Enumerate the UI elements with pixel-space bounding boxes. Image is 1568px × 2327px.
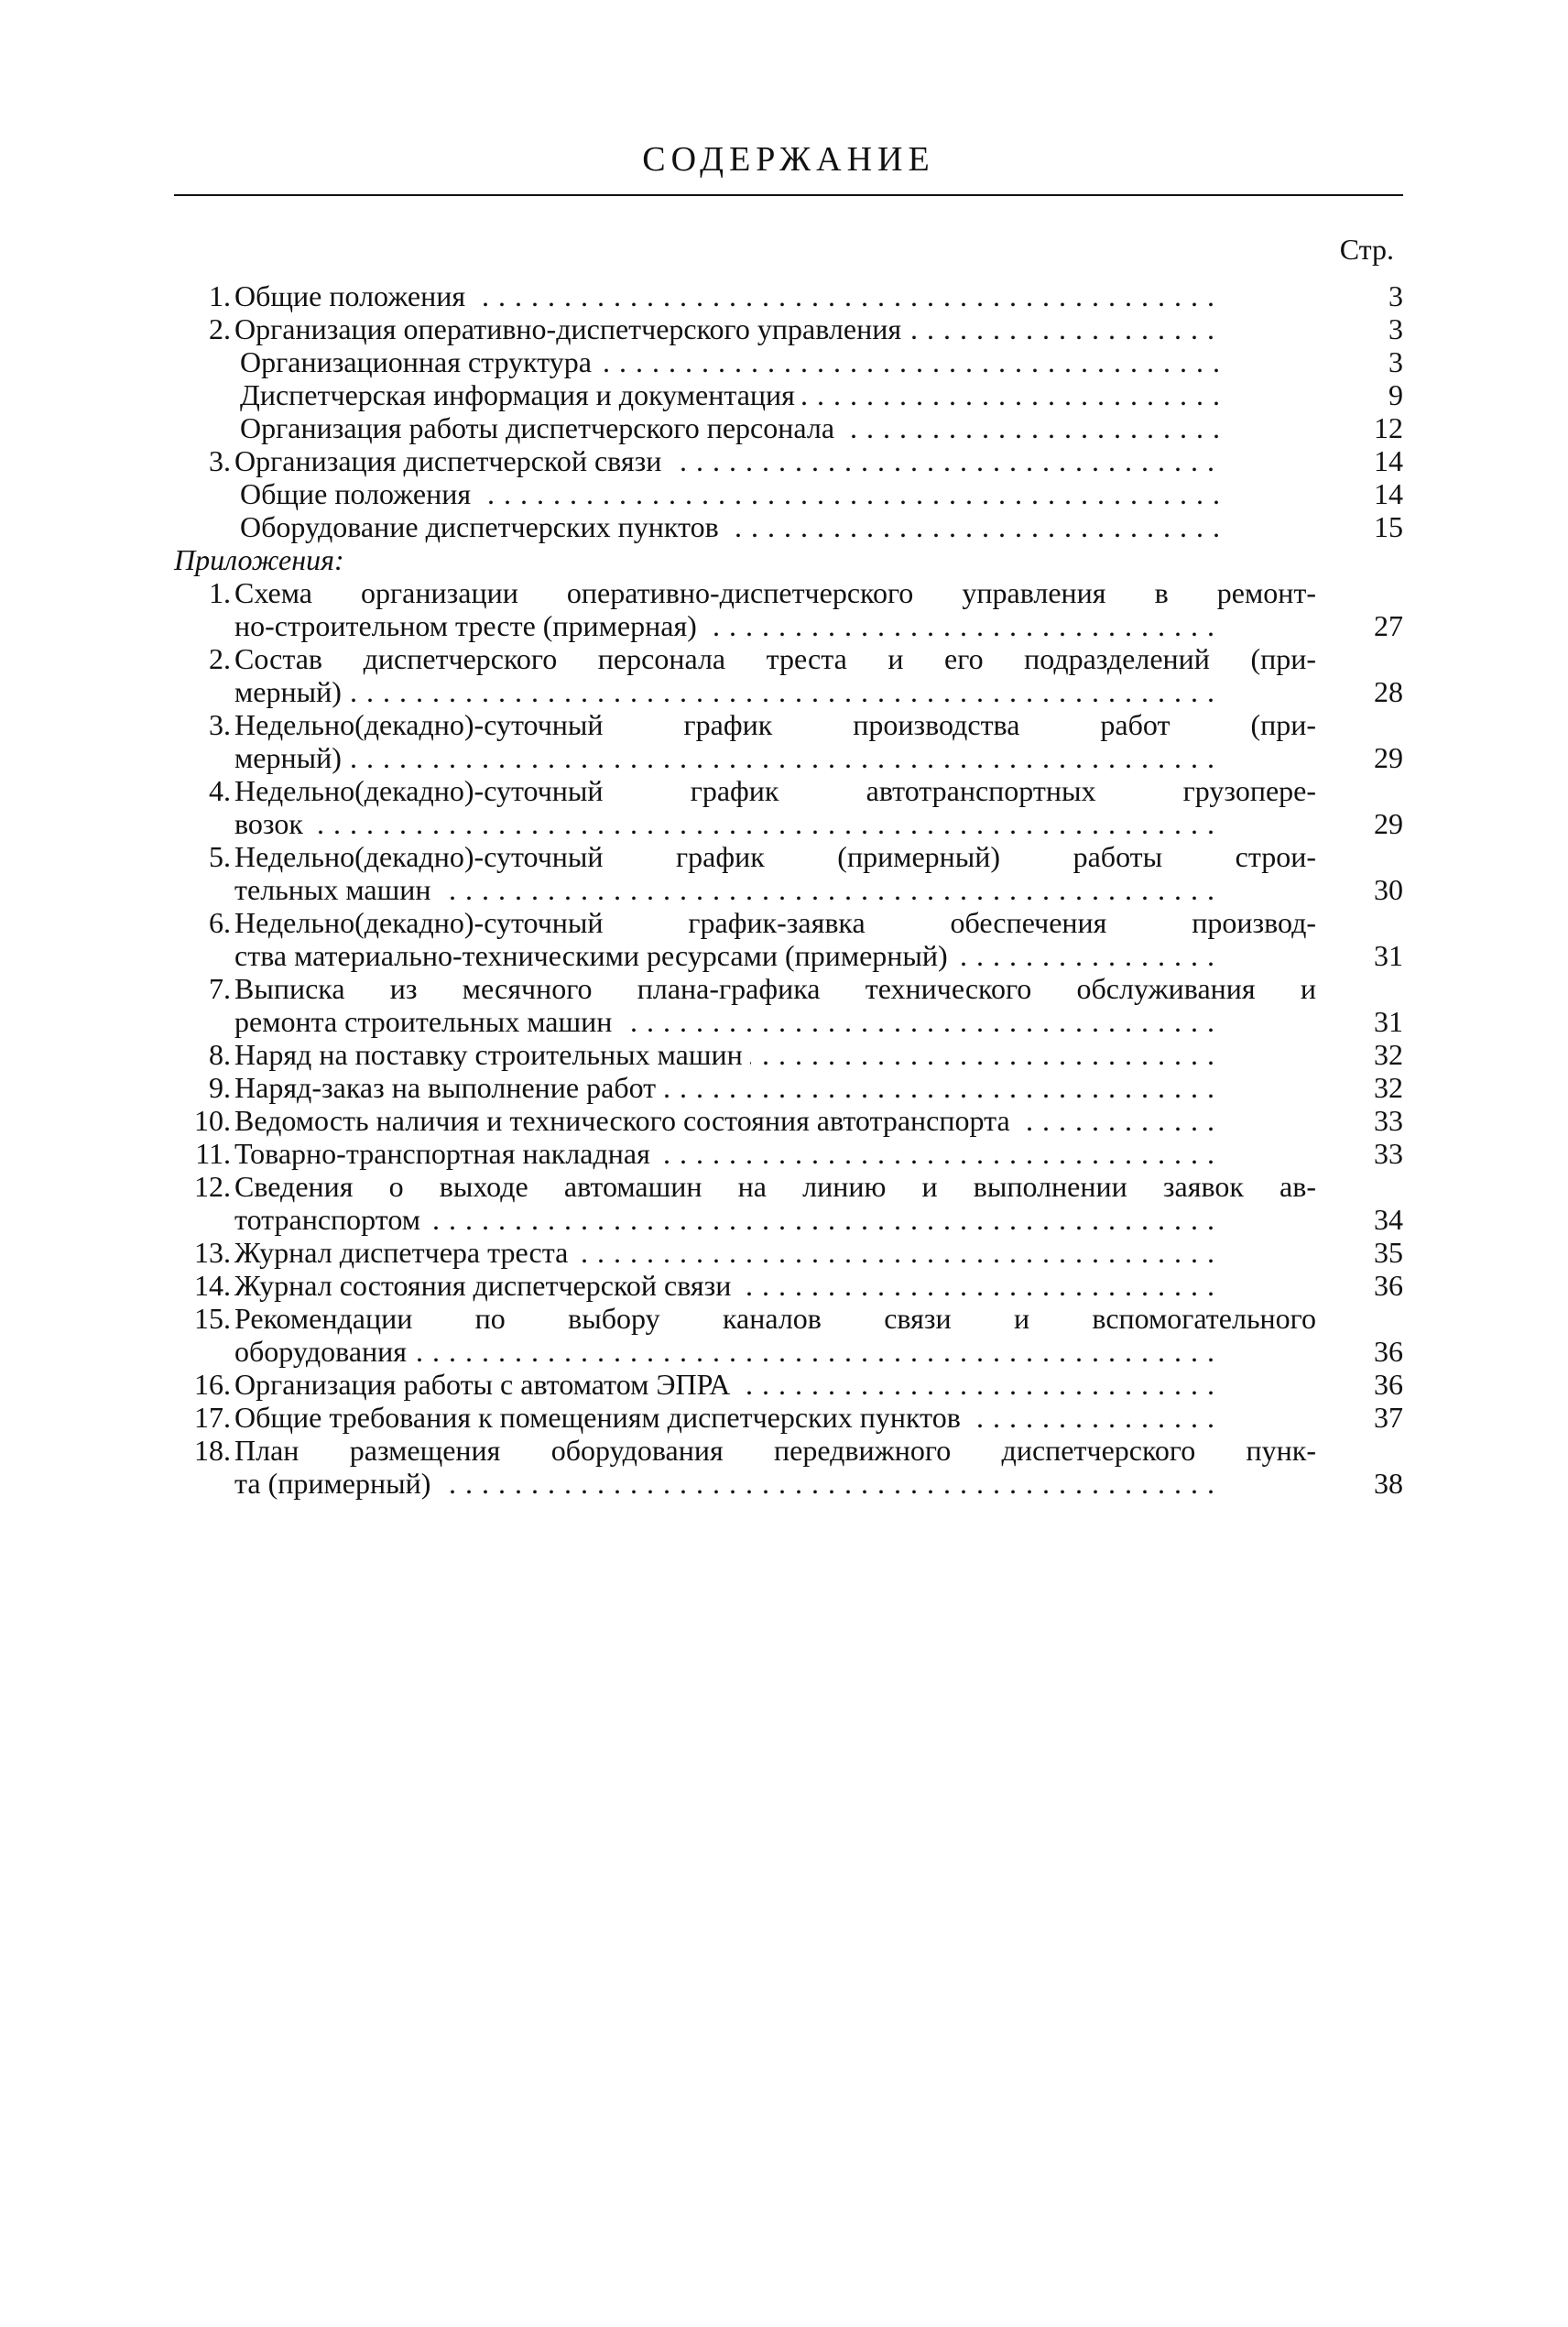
entry-title-text: Общие требования к помещениям диспетчерских пунктов <box>234 1401 968 1434</box>
entry-page-number: 33 <box>1374 1137 1403 1170</box>
toc-line <box>174 906 1403 939</box>
entry-number: 2. <box>209 312 231 345</box>
toc-entry[interactable] <box>174 1038 1403 1071</box>
entry-title: План размещения оборудования передвижного диспетчерского пунк- <box>234 1434 1316 1467</box>
toc-line <box>174 345 1403 378</box>
toc-line <box>174 741 1403 774</box>
entry-title <box>240 477 1316 510</box>
toc-entry[interactable] <box>174 345 1403 378</box>
entry-number: 1. <box>209 279 231 312</box>
entry-title <box>234 1236 1316 1269</box>
toc-line <box>174 1269 1403 1302</box>
entry-title: Схема организации оперативно-диспетчерского управления в ремонт- <box>234 576 1316 609</box>
entry-title <box>234 1104 1316 1137</box>
toc-line <box>174 1104 1403 1137</box>
toc-line <box>174 378 1403 411</box>
entry-title <box>240 378 1316 411</box>
entry-title-text: тельных машин <box>234 873 439 906</box>
entry-page-number: 27 <box>1374 609 1403 642</box>
toc-line <box>174 1203 1403 1236</box>
entry-page-number: 33 <box>1374 1104 1403 1137</box>
entry-page-number: 31 <box>1374 1005 1403 1038</box>
entry-title <box>234 1203 1316 1236</box>
entry-title <box>240 510 1316 543</box>
entry-page-number: 32 <box>1374 1038 1403 1071</box>
toc-entry[interactable] <box>174 972 1403 1038</box>
appendix-heading: Приложения: <box>174 543 344 576</box>
entry-number: 13. <box>194 1236 231 1269</box>
entry-title <box>234 1137 1316 1170</box>
toc-line <box>174 873 1403 906</box>
entry-number: 10. <box>194 1104 231 1137</box>
toc-entry[interactable] <box>174 1368 1403 1401</box>
entry-title-text: та (примерный) <box>234 1467 438 1500</box>
entry-title-text: Наряд на поставку строительных машин <box>234 1038 750 1071</box>
entry-page-number: 35 <box>1374 1236 1403 1269</box>
entry-page-number: 31 <box>1374 939 1403 972</box>
entry-title <box>240 411 1316 444</box>
entry-page-number: 38 <box>1374 1467 1403 1500</box>
toc-entry[interactable] <box>174 642 1403 708</box>
toc-entry[interactable] <box>174 576 1403 642</box>
entry-title <box>234 609 1316 642</box>
entry-title <box>234 444 1316 477</box>
entry-title <box>234 939 1316 972</box>
entry-page-number: 14 <box>1374 444 1403 477</box>
entry-title <box>234 1071 1316 1104</box>
entry-number: 8. <box>209 1038 231 1071</box>
toc-entry[interactable] <box>174 1236 1403 1269</box>
entry-title <box>234 1038 1316 1071</box>
toc-entry[interactable] <box>174 510 1403 543</box>
entry-title-text: Организационная структура <box>240 345 599 378</box>
entry-number: 15. <box>194 1302 231 1335</box>
toc-line <box>174 1467 1403 1500</box>
entry-title: Сведения о выходе автомашин на линию и выполнении заявок ав- <box>234 1170 1316 1203</box>
entry-title <box>234 1401 1316 1434</box>
entry-page-number: 29 <box>1374 807 1403 840</box>
entry-title-text: Журнал диспетчера треста <box>234 1236 575 1269</box>
entry-number: 3. <box>209 444 231 477</box>
entry-page-number: 32 <box>1374 1071 1403 1104</box>
entry-title-text: Журнал состояния диспетчерской связи <box>234 1269 738 1302</box>
entry-page-number: 9 <box>1388 378 1403 411</box>
entry-title-text: Оборудование диспетчерских пунктов <box>240 510 726 543</box>
toc-line <box>174 1434 1403 1467</box>
entry-number: 16. <box>194 1368 231 1401</box>
toc-line <box>174 312 1403 345</box>
toc-entry[interactable] <box>174 840 1403 906</box>
toc-line <box>174 576 1403 609</box>
toc-entry[interactable] <box>174 708 1403 774</box>
entry-title: Выписка из месячного плана-графика технического обслуживания и <box>234 972 1316 1005</box>
toc-entry[interactable] <box>174 1434 1403 1500</box>
entry-number: 17. <box>194 1401 231 1434</box>
entry-title-text: Организация работы с автоматом ЭПРА <box>234 1368 737 1401</box>
entry-title-text: мерный) <box>234 675 349 708</box>
entry-title-text: тотранспортом <box>234 1203 428 1236</box>
entry-title-text: Товарно-транспортная накладная <box>234 1137 658 1170</box>
entry-title-text: Диспетчерская информация и документация <box>240 378 802 411</box>
entry-number: 11. <box>195 1137 231 1170</box>
toc-line <box>174 708 1403 741</box>
entry-number: 18. <box>194 1434 231 1467</box>
toc-line <box>174 1335 1403 1368</box>
table-of-contents <box>174 279 1403 1500</box>
toc-entry[interactable] <box>174 1269 1403 1302</box>
toc-line <box>174 477 1403 510</box>
entry-title <box>234 741 1316 774</box>
toc-line <box>174 444 1403 477</box>
entry-title-text: ремонта строительных машин <box>234 1005 619 1038</box>
title-divider <box>174 194 1403 196</box>
entry-title <box>234 1005 1316 1038</box>
entry-title: Недельно(декадно)-суточный график-заявка обеспечения производ- <box>234 906 1316 939</box>
entry-title-text: Организация работы диспетчерского персонала <box>240 411 842 444</box>
toc-line <box>174 1038 1403 1071</box>
entry-page-number: 30 <box>1374 873 1403 906</box>
toc-entry[interactable] <box>174 1104 1403 1137</box>
entry-number: 9. <box>209 1071 231 1104</box>
entry-title-text: Ведомость наличия и технического состояния автотранспорта <box>234 1104 1018 1137</box>
toc-entry[interactable] <box>174 477 1403 510</box>
toc-line <box>174 411 1403 444</box>
entry-page-number: 36 <box>1374 1335 1403 1368</box>
entry-page-number: 3 <box>1388 279 1403 312</box>
toc-line <box>174 1401 1403 1434</box>
entry-title <box>234 279 1316 312</box>
entry-page-number: 3 <box>1388 312 1403 345</box>
entry-title: Недельно(декадно)-суточный график автотранспортных грузопере- <box>234 774 1316 807</box>
entry-number: 2. <box>209 642 231 675</box>
toc-line <box>174 1071 1403 1104</box>
toc-line <box>174 609 1403 642</box>
entry-title-text: Организация диспетчерской связи <box>234 444 669 477</box>
toc-line <box>174 1236 1403 1269</box>
toc-entry[interactable] <box>174 774 1403 840</box>
entry-title <box>234 1269 1316 1302</box>
entry-page-number: 12 <box>1374 411 1403 444</box>
entry-number: 12. <box>194 1170 231 1203</box>
toc-entry[interactable] <box>174 411 1403 444</box>
entry-title <box>234 1467 1316 1500</box>
toc-line <box>174 1302 1403 1335</box>
entry-page-number: 28 <box>1374 675 1403 708</box>
entry-title <box>234 1335 1316 1368</box>
toc-entry[interactable] <box>174 1170 1403 1236</box>
toc-entry[interactable] <box>174 906 1403 972</box>
entry-number: 4. <box>209 774 231 807</box>
toc-entry[interactable] <box>174 1137 1403 1170</box>
entry-title <box>234 675 1316 708</box>
entry-title-text: Общие положения <box>240 477 478 510</box>
entry-page-number: 34 <box>1374 1203 1403 1236</box>
entry-page-number: 14 <box>1374 477 1403 510</box>
toc-entry[interactable] <box>174 279 1403 312</box>
entry-page-number: 15 <box>1374 510 1403 543</box>
toc-line <box>174 1005 1403 1038</box>
entry-title-text: возок <box>234 807 310 840</box>
toc-line <box>174 1137 1403 1170</box>
toc-line <box>174 642 1403 675</box>
entry-title-text: Организация оперативно-диспетчерского управления <box>234 312 909 345</box>
toc-entry[interactable] <box>174 444 1403 477</box>
entry-title: Недельно(декадно)-суточный график (примерный) работы строи- <box>234 840 1316 873</box>
toc-line <box>174 675 1403 708</box>
entry-number: 1. <box>209 576 231 609</box>
entry-page-number: 37 <box>1374 1401 1403 1434</box>
toc-entry[interactable] <box>174 378 1403 411</box>
toc-line <box>174 939 1403 972</box>
page-title: СОДЕРЖАНИЕ <box>642 140 935 179</box>
toc-entry[interactable] <box>174 1071 1403 1104</box>
entry-page-number: 29 <box>1374 741 1403 774</box>
entry-title: Недельно(декадно)-суточный график производства работ (при- <box>234 708 1316 741</box>
entry-title <box>240 345 1316 378</box>
toc-line <box>174 840 1403 873</box>
toc-line <box>174 807 1403 840</box>
entry-title-text: мерный) <box>234 741 349 774</box>
entry-number: 3. <box>209 708 231 741</box>
entry-title <box>234 1368 1316 1401</box>
entry-number: 14. <box>194 1269 231 1302</box>
entry-page-number: 36 <box>1374 1269 1403 1302</box>
entry-number: 5. <box>209 840 231 873</box>
entry-number: 7. <box>209 972 231 1005</box>
entry-title: Рекомендации по выбору каналов связи и вспомогательного <box>234 1302 1316 1335</box>
entry-title-text: ства материально-техническими ресурсами (примерный) <box>234 939 955 972</box>
entry-title <box>234 312 1316 345</box>
entry-title <box>234 873 1316 906</box>
page-column-label: Стр. <box>1339 233 1394 266</box>
toc-line <box>174 1170 1403 1203</box>
entry-number: 6. <box>209 906 231 939</box>
entry-title-text: Общие положения <box>234 279 473 312</box>
toc-line <box>174 279 1403 312</box>
toc-entry[interactable] <box>174 1302 1403 1368</box>
entry-title: Состав диспетчерского персонала треста и его подразделений (при- <box>234 642 1316 675</box>
entry-page-number: 36 <box>1374 1368 1403 1401</box>
toc-line <box>174 972 1403 1005</box>
entry-title-text: но-строительном тресте (примерная) <box>234 609 704 642</box>
toc-entry[interactable] <box>174 312 1403 345</box>
entry-page-number: 3 <box>1388 345 1403 378</box>
toc-line <box>174 510 1403 543</box>
entry-title <box>234 807 1316 840</box>
toc-line <box>174 1368 1403 1401</box>
toc-entry[interactable] <box>174 1401 1403 1434</box>
entry-title-text: Наряд-заказ на выполнение работ <box>234 1071 663 1104</box>
entry-title-text: оборудования <box>234 1335 414 1368</box>
toc-line <box>174 774 1403 807</box>
